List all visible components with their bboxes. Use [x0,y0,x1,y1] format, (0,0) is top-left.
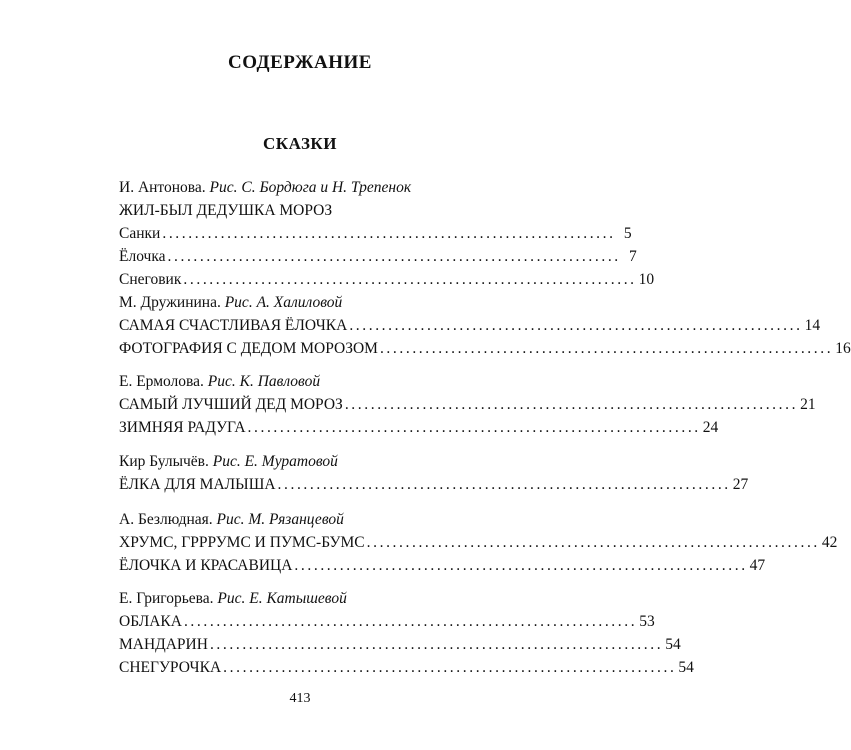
entry-page: 21 [800,396,816,413]
author-line [119,370,474,393]
dot-leader: ...................................................................... [183,613,638,630]
contents-block [119,587,694,679]
dot-leader: ...................................................................... [379,340,834,357]
toc-entry[interactable] [119,416,719,439]
illustrator-credit: Рис. М. Рязанцевой [216,511,344,528]
entry-page: 7 [629,248,637,265]
author-line [119,508,474,531]
author-name: И. Антонова. [119,179,206,196]
toc-entry[interactable] [119,245,637,268]
toc-entry[interactable] [119,337,851,360]
entry-title: ФОТОГРАФИЯ С ДЕДОМ МОРОЗОМ [119,340,378,357]
author-name: Е. Григорьева. [119,590,214,607]
entry-page: 14 [804,317,821,334]
illustrator-credit: Рис. А. Халиловой [224,294,343,311]
toc-entry[interactable] [119,314,821,337]
contents-block [119,291,851,360]
toc-entry[interactable] [119,610,655,633]
dot-leader: ...................................................................... [209,636,664,653]
entry-title: ЗИМНЯЯ РАДУГА [119,419,246,436]
entry-page: 27 [732,476,749,493]
illustrator-credit: Рис. Е. Муратовой [212,453,338,470]
entry-page: 10 [638,271,655,288]
entry-page: 47 [749,557,766,574]
toc-entry[interactable] [119,531,838,554]
entry-page: 53 [639,613,655,630]
dot-leader: ...................................................................... [366,534,820,551]
page-number: 413 [289,691,311,706]
entry-title: ОБЛАКА [119,613,182,630]
dot-leader: ...................................................................... [183,271,637,288]
entry-title: Ёлочка [119,248,166,265]
dot-leader: ...................................................................... [223,659,677,676]
toc-entry[interactable] [119,473,749,496]
entry-page: 54 [665,636,681,653]
dot-leader: ...................................................................... [167,248,621,265]
entry-title: Санки [119,225,161,242]
dot-leader: ...................................................................... [162,225,616,242]
toc-entry[interactable] [119,222,632,245]
toc-entry[interactable] [119,633,681,656]
toc-entry[interactable] [119,393,816,416]
toc-entry[interactable] [119,554,766,577]
illustrator-credit: Рис. К. Павловой [207,373,321,390]
entry-title: СНЕГУРОЧКА [119,659,222,676]
toc-entry[interactable] [119,656,694,679]
entry-page: 54 [678,659,694,676]
entry-title: ХРУМС, ГРРРУМС И ПУМС-БУМС [119,534,365,551]
author-line [119,450,474,473]
entry-page: 16 [835,340,851,357]
dot-leader: ...................................................................... [294,557,748,574]
entry-title: МАНДАРИН [119,636,208,653]
entry-title: Снеговик [119,271,182,288]
author-name: А. Безлюдная. [119,511,213,528]
author-line [119,176,474,199]
collection-heading: ЖИЛ-БЫЛ ДЕДУШКА МОРОЗ [119,202,333,219]
dot-leader: ...................................................................... [349,317,803,334]
section-title: СКАЗКИ [263,134,337,153]
page-title: СОДЕРЖАНИЕ [228,52,372,73]
contents-block [119,370,816,439]
author-line [119,291,474,314]
dot-leader: ...................................................................... [247,419,701,436]
entry-title: ЁЛОЧКА И КРАСАВИЦА [119,557,293,574]
author-name: Е. Ермолова. [119,373,204,390]
dot-leader: ...................................................................... [344,396,799,413]
author-name: М. Дружинина. [119,294,221,311]
dot-leader: ...................................................................... [277,476,731,493]
author-name: Кир Булычёв. [119,453,209,470]
contents-block [119,508,838,577]
illustrator-credit: Рис. Е. Катышевой [217,590,347,607]
entry-page: 24 [702,419,719,436]
illustrator-credit: Рис. С. Бордюга и Н. Трепенок [209,179,412,196]
author-line [119,587,474,610]
entry-page: 42 [821,534,838,551]
contents-block [119,450,749,496]
entry-title: САМЫЙ ЛУЧШИЙ ДЕД МОРОЗ [119,396,343,413]
contents-block [119,176,655,291]
entry-title: ЁЛКА ДЛЯ МАЛЫША [119,476,276,493]
entry-title: САМАЯ СЧАСТЛИВАЯ ЁЛОЧКА [119,317,348,334]
toc-entry[interactable] [119,268,655,291]
entry-page: 5 [623,225,632,242]
